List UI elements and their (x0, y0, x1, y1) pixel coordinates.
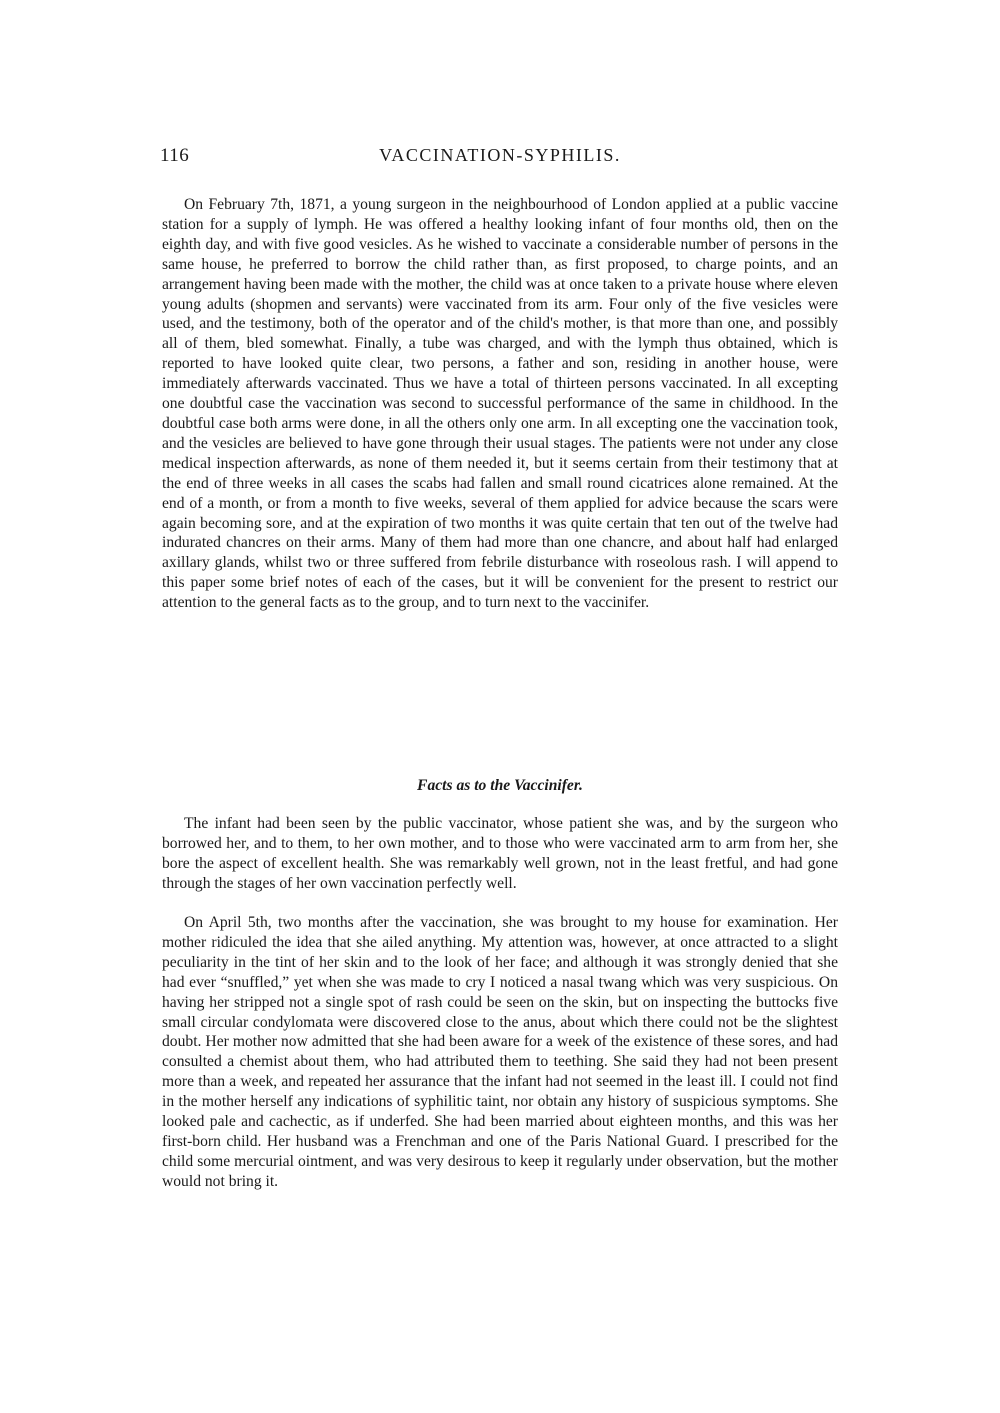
page-header (160, 145, 840, 171)
page-number: 116 (160, 145, 190, 166)
body-paragraph-1: On February 7th, 1871, a young surgeon in the neighbourhood of London applied at a public vaccine station for a supply of lymph. He was offered a healthy looking infant of four months old, then on the eighth day, and with five good vesicles. As he wished to vaccinate a considerable number of persons in the same house, he preferred to borrow the child rather than, as first proposed, to charge points, and an arrangement having been made with the mother, the child was at once taken to a private house where eleven young adults (shopmen and servants) were vaccinated from its arm. Four only of the five vesicles were used, and the testimony, both of the operator and of the child's mother, is that more than one, and possibly all of them, bled somewhat. Finally, a tube was charged, and with the lymph thus obtained, which is reported to have looked quite clear, two persons, a father and son, residing in another house, were immediately afterwards vaccinated. Thus we have a total of thirteen persons vaccinated. In all excepting one doubtful case the vaccination was second to successful performance of the same in childhood. In the doubtful case both arms were done, in all the others only one arm. In all excepting one the vaccination took, and the vesicles are believed to have gone through their usual stages. The patients were not under any close medical inspection afterwards, as none of them needed it, but it seems certain from their testimony that at the end of three weeks in all cases the scabs had fallen and small round cicatrices alone remained. At the end of a month, or from a month to five weeks, several of them applied for advice because the scars were again becoming sore, and at the expiration of two months it was quite certain that ten out of the twelve had indurated chancres on their arms. Many of them had more than one chancre, and about half had enlarged axillary glands, whilst two or three suffered from febrile disturbance with roseolous rash. I will append to this paper some brief notes of each of the cases, but it will be convenient for the present to restrict our attention to the general facts as to the group, and to turn next to the vaccinifer. (162, 196, 838, 612)
section-heading: Facts as to the Vaccinifer. (417, 777, 583, 794)
body-paragraph-2: The infant had been seen by the public vaccinator, whose patient she was, and by the surgeon who borrowed her, and to them, to her own mother, and to those who were vaccinated arm to arm from her, she bore the aspect of excellent health. She was remarkably well grown, not in the least fretful, and had gone through the stages of her own vaccination perfectly well. (162, 815, 838, 892)
running-title: VACCINATION-SYPHILIS. (379, 145, 621, 165)
body-paragraph-3: On April 5th, two months after the vaccination, she was brought to my house for examination. Her mother ridiculed the idea that she ailed anything. My attention was, however, at once attracted to a slight peculiarity in the tint of her skin and to the look of her face; and although it was strongly denied that she had ever “snuffled,” yet when she was made to cry I noticed a nasal twang which was very suspicious. On having her stripped not a single spot of rash could be seen on the skin, but on inspecting the buttocks five small circular condylomata were discovered close to the anus, about which there could not be the slightest doubt. Her mother now admitted that she had been aware for a week of the existence of these sores, and had consulted a chemist about them, who had attributed them to teething. She said they had not been present more than a week, and repeated her assurance that the infant had not seemed in the least ill. I could not find in the mother herself any indications of syphilitic taint, nor obtain any history of suspicious symptoms. She looked pale and cachectic, as if underfed. She had been married about eighteen months, and this was her first-born child. Her husband was a Frenchman and one of the Paris National Guard. I prescribed for the child some mercurial ointment, and was very desirous to keep it regularly under observation, but the mother would not bring it. (162, 914, 838, 1190)
